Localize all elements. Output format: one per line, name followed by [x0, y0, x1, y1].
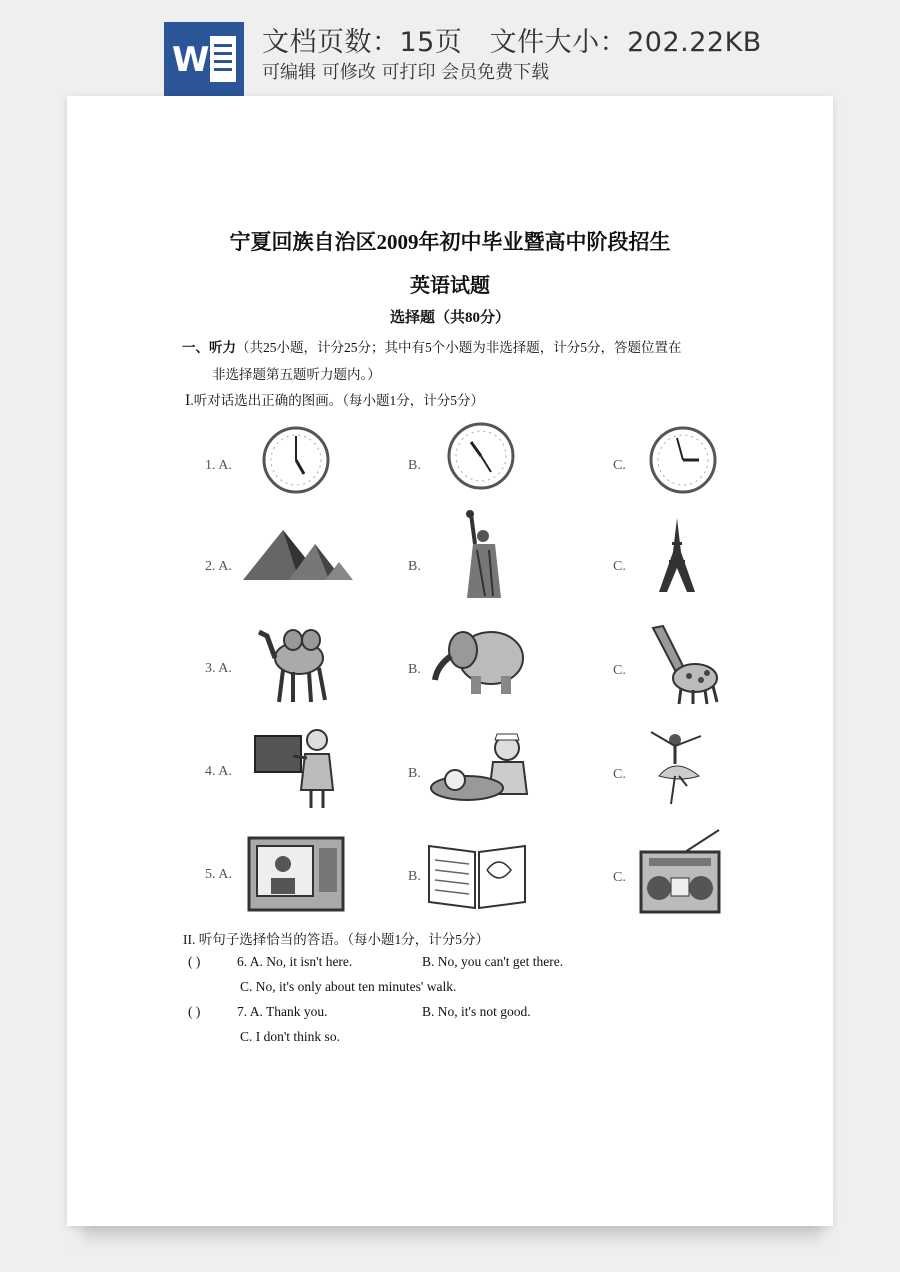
- row4-label-c: C.: [613, 767, 626, 782]
- q7-option-b: B. No, it's not good.: [422, 1004, 531, 1019]
- row4-label-a: 4. A.: [205, 764, 232, 779]
- doc-subtitle: 英语试题: [410, 275, 490, 297]
- row2-label-a: 2. A.: [205, 559, 232, 574]
- row1-label-c: C.: [613, 458, 626, 473]
- clock-c-image: [647, 424, 719, 496]
- pyramids-image: [239, 522, 357, 584]
- statue-of-liberty-image: [455, 510, 511, 602]
- row3-label-b: B.: [408, 662, 421, 677]
- part1-label: 一、听力: [182, 340, 236, 355]
- q6-option-c: C. No, it's only about ten minutes' walk.: [240, 979, 457, 994]
- doc-title: 宁夏回族自治区2009年初中毕业暨高中阶段招生: [229, 230, 671, 254]
- part1-text: （共25小题，计分25分；其中有5个小题为非选择题，计分5分，答题位置在: [236, 340, 682, 355]
- row3-label-a: 3. A.: [205, 661, 232, 676]
- section-heading: 选择题（共80分）: [389, 310, 510, 326]
- clock-b-image: [445, 420, 517, 492]
- elephant-image: [431, 620, 531, 700]
- eiffel-tower-image: [645, 516, 709, 596]
- row4-label-b: B.: [408, 766, 421, 781]
- q6-option-a: 6. A. No, it isn't here.: [237, 954, 353, 969]
- word-doc-icon: [164, 22, 244, 96]
- word-page-icon: [210, 36, 236, 82]
- teacher-image: [253, 726, 339, 812]
- q7-option-a: 7. A. Thank you.: [237, 1004, 328, 1019]
- camel-image: [253, 618, 333, 706]
- q7-option-c: C. I don't think so.: [240, 1029, 340, 1044]
- doc-features-text: 可编辑 可修改 可打印 会员免费下载: [262, 62, 550, 83]
- row5-label-b: B.: [408, 869, 421, 884]
- part1-text2: 非选择题第五题听力题内。）: [212, 367, 381, 382]
- doc-info-text: 文档页数：15页 文件大小：202.22KB: [262, 27, 762, 58]
- open-book-image: [425, 840, 529, 912]
- ballerina-image: [641, 724, 721, 808]
- document-page: [67, 96, 833, 1226]
- row5-label-c: C.: [613, 870, 626, 885]
- row1-label-a: 1. A.: [205, 458, 232, 473]
- row3-label-c: C.: [613, 663, 626, 678]
- q6-option-b: B. No, you can't get there.: [422, 954, 564, 969]
- header-banner: [0, 0, 900, 100]
- word-icon-letter: W: [172, 40, 210, 80]
- radio-cassette-image: [639, 828, 723, 916]
- giraffe-image: [641, 618, 721, 708]
- row5-label-a: 5. A.: [205, 867, 232, 882]
- row2-label-b: B.: [408, 559, 421, 574]
- row1-label-b: B.: [408, 458, 421, 473]
- nurse-doctor-image: [427, 732, 533, 806]
- television-image: [247, 836, 345, 914]
- part1-line: [182, 336, 682, 356]
- sub2-instruction: II. 听句子选择恰当的答语。（每小题1分，计分5分）: [183, 932, 489, 947]
- row2-label-c: C.: [613, 559, 626, 574]
- sub1-instruction: Ⅰ.听对话选出正确的图画。（每小题1分，计分5分）: [185, 393, 484, 408]
- q6-paren: ( ): [188, 954, 201, 969]
- clock-a-image: [260, 424, 332, 496]
- q7-paren: ( ): [188, 1004, 201, 1019]
